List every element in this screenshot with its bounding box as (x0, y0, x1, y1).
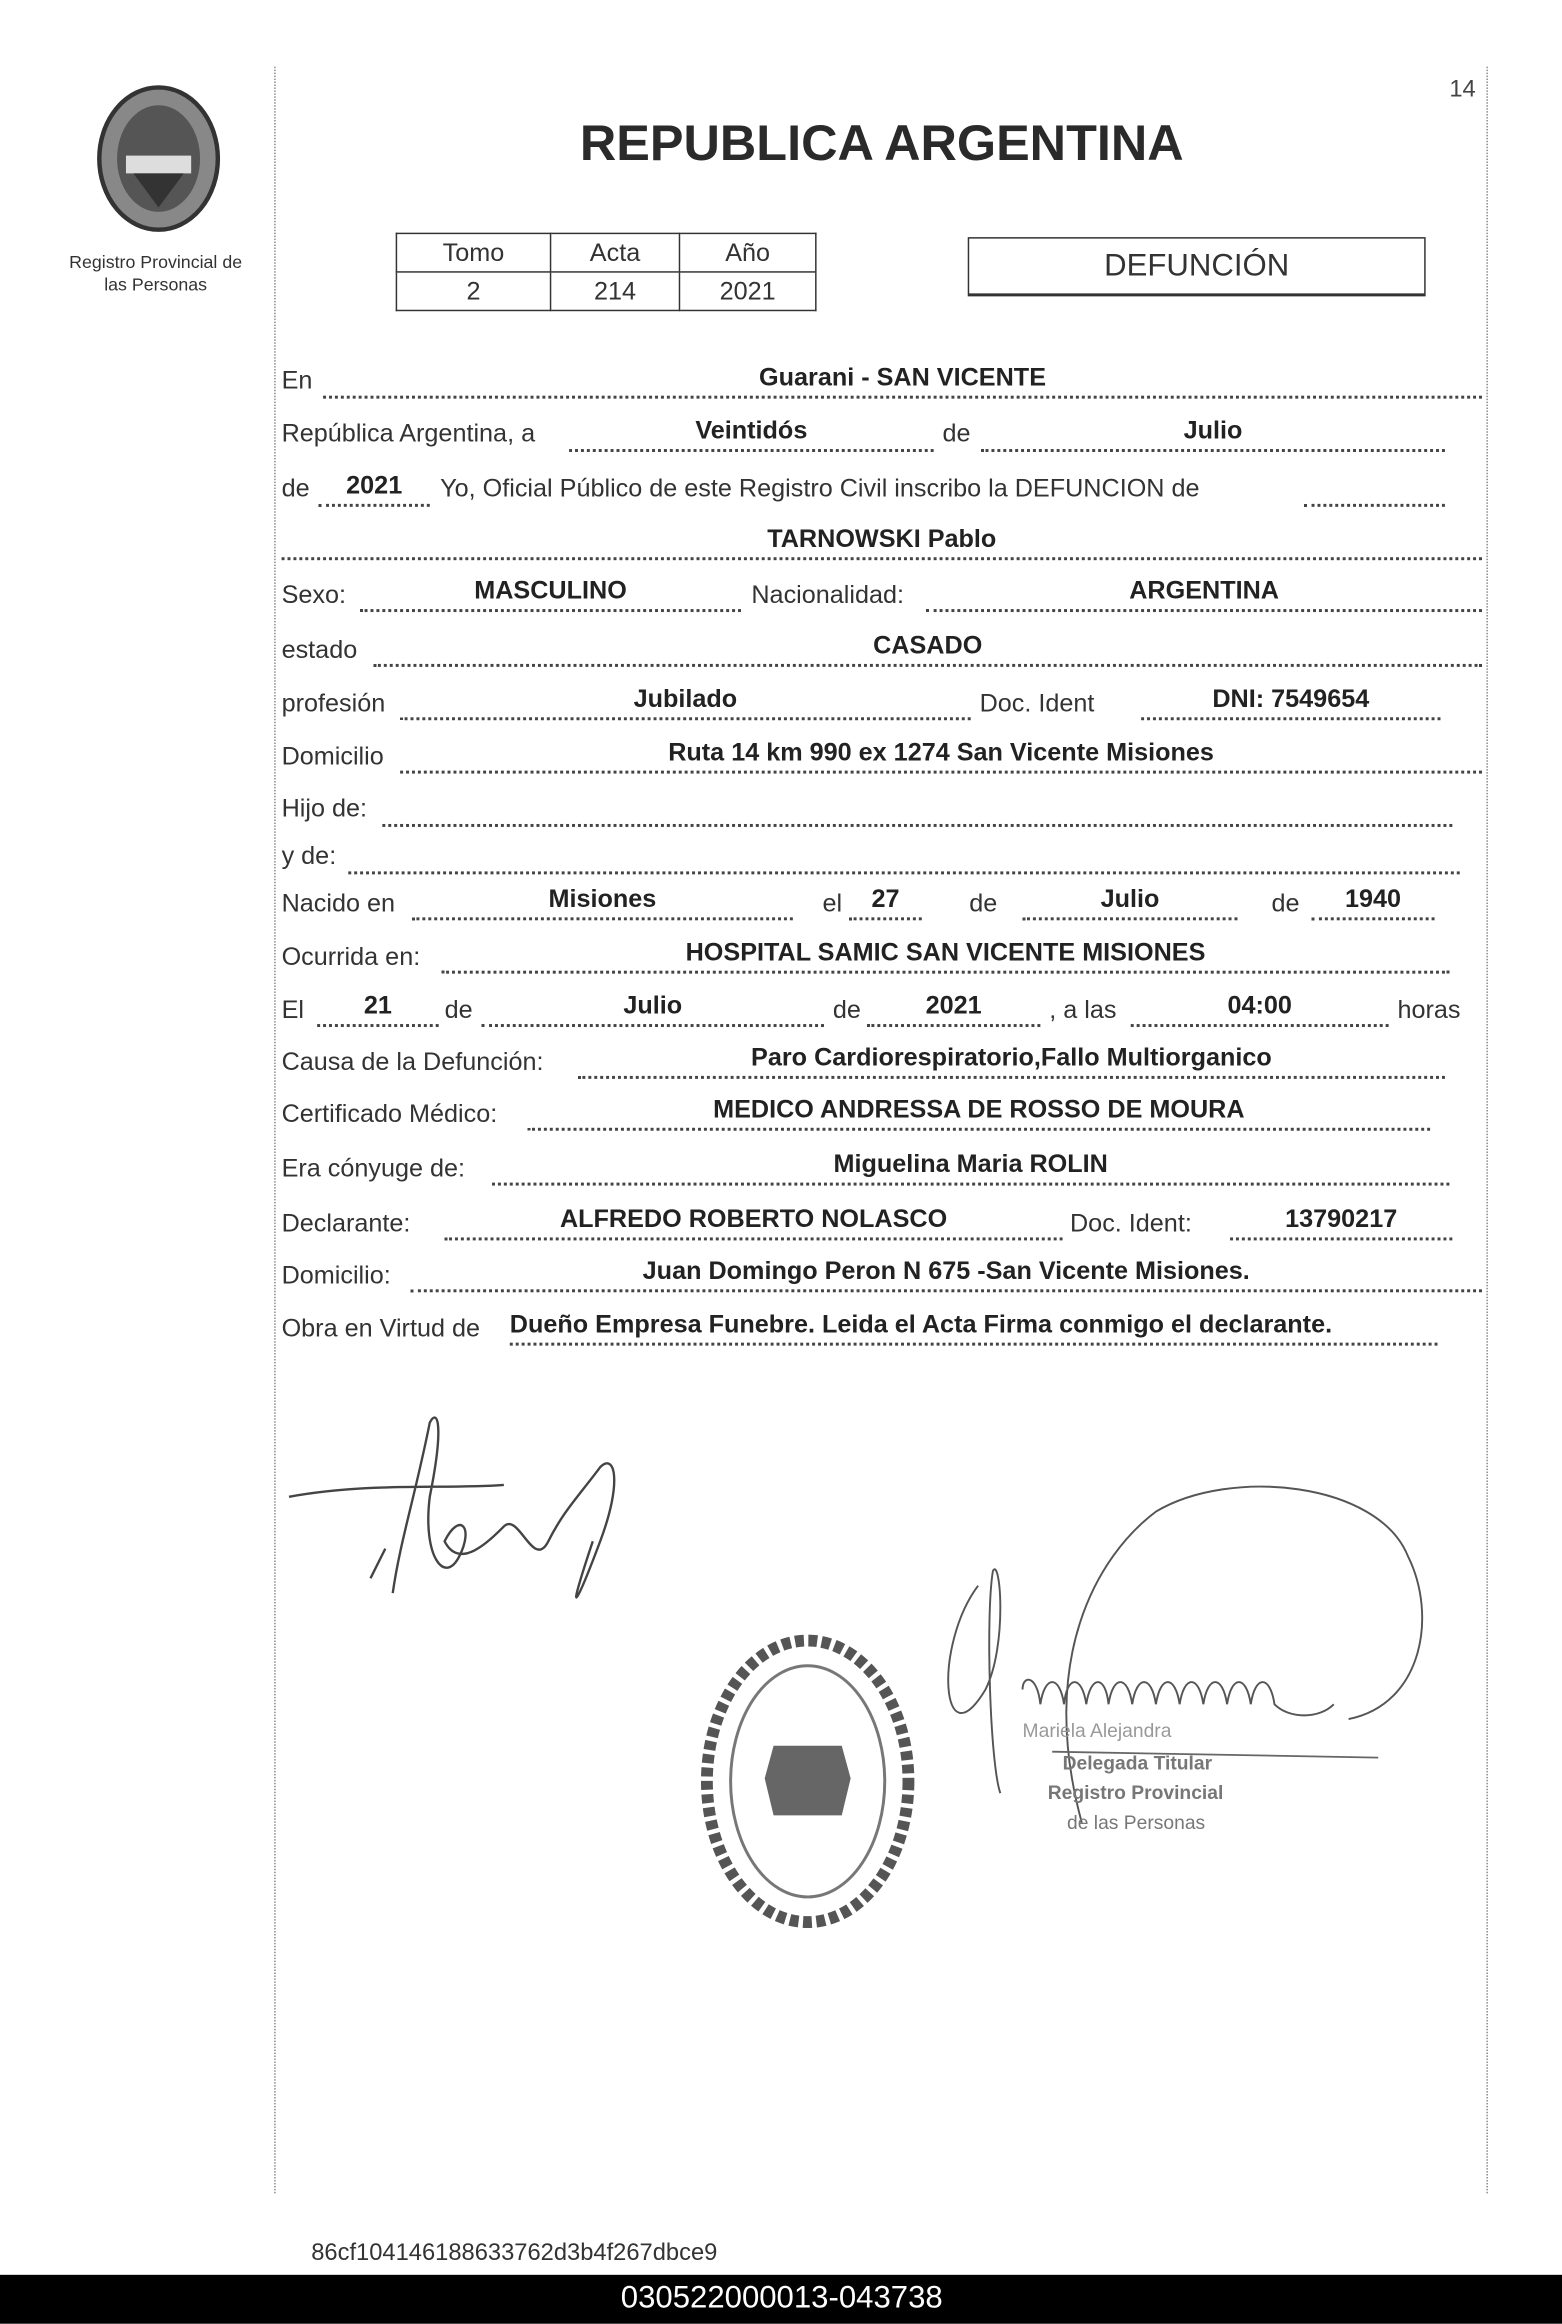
label-en: En (281, 366, 313, 395)
official-name: Mariela Alejandra (1022, 1719, 1172, 1742)
field-death-month: Julio (482, 991, 824, 1027)
field-day-words: Veintidós (569, 416, 934, 452)
field-domicilio-2: Juan Domingo Peron N 675 -San Vicente Misiones. (411, 1257, 1482, 1293)
declarant-signature (282, 1408, 652, 1645)
field-causa: Paro Cardiorespiratorio,Fallo Multiorganico (578, 1043, 1445, 1079)
value-acta: 214 (551, 272, 680, 311)
field-certificado: MEDICO ANDRESSA DE ROSSO DE MOURA (528, 1095, 1431, 1131)
field-birth-day: 27 (849, 885, 922, 921)
field-year: 2021 (319, 471, 430, 507)
label-profesion: profesión (281, 689, 386, 718)
document-number: 030522000013-043738 (620, 2280, 943, 2315)
label-de: de (1271, 889, 1300, 918)
label-estado: estado (281, 635, 358, 664)
field-birthplace: Misiones (412, 885, 793, 921)
acta-table-value-row (396, 272, 815, 311)
field-death-year: 2021 (867, 991, 1040, 1027)
field-death-time: 04:00 (1131, 991, 1389, 1027)
field-declarante: ALFREDO ROBERTO NOLASCO (445, 1205, 1063, 1241)
right-margin-line (1486, 67, 1487, 2194)
label-hijo-de: Hijo de: (281, 794, 367, 823)
label-domicilio-2: Domicilio: (281, 1261, 391, 1290)
inscribe-text: Yo, Oficial Público de este Registro Civil inscribo la DEFUNCION de (440, 474, 1200, 503)
field-birth-month: Julio (1023, 885, 1238, 921)
field-doc-ident-2: 13790217 (1230, 1205, 1452, 1241)
label-doc-ident-2: Doc. Ident: (1069, 1209, 1192, 1238)
field-obra-en-virtud: Dueño Empresa Funebre. Leida el Acta Firma conmigo el declarante. (510, 1310, 1438, 1346)
label-a-las: , a las (1049, 995, 1117, 1025)
label-doc-ident: Doc. Ident (979, 689, 1095, 718)
label-sexo: Sexo: (281, 580, 347, 610)
province-seal-logo (89, 82, 230, 238)
label-certificado: Certificado Médico: (281, 1099, 498, 1128)
label-causa: Causa de la Defunción: (281, 1047, 544, 1076)
label-nacionalidad: Nacionalidad: (751, 580, 905, 610)
field-doc-ident: DNI: 7549654 (1141, 685, 1440, 721)
field-hijo-de (382, 791, 1452, 827)
header-acta: Acta (551, 233, 680, 272)
label-nacido-en: Nacido en (281, 889, 396, 918)
field-month: Julio (981, 416, 1445, 452)
official-org-line-2: de las Personas (1067, 1810, 1206, 1834)
field-deceased-name: TARNOWSKI Pablo (282, 525, 1482, 561)
label-de: de (942, 419, 971, 448)
field-death-day: 21 (317, 991, 439, 1027)
registry-line-2: las Personas (104, 274, 208, 295)
official-title: Delegada Titular (1062, 1751, 1213, 1774)
label-obra-en-virtud: Obra en Virtud de (281, 1314, 480, 1343)
label-horas: horas (1397, 995, 1461, 1025)
footer-bar (0, 2275, 1562, 2324)
label-domicilio: Domicilio (281, 742, 384, 771)
field-profesion: Jubilado (400, 685, 971, 721)
label-de: de (832, 995, 861, 1025)
field-nacionalidad: ARGENTINA (926, 576, 1482, 612)
label-de: de (281, 474, 310, 503)
left-margin-line (274, 67, 275, 2194)
value-ano: 2021 (679, 272, 815, 311)
label-conyuge: Era cónyuge de: (281, 1154, 466, 1183)
label-el: el (822, 889, 843, 918)
label-y-de: y de: (281, 841, 337, 870)
label-de: de (969, 889, 998, 918)
label-republica: República Argentina, a (281, 419, 536, 448)
field-place: Guarani - SAN VICENTE (323, 363, 1482, 399)
document-hash: 86cf104146188633762d3b4f267dbce9 (311, 2240, 718, 2266)
header-ano: Año (679, 233, 815, 272)
header-tomo: Tomo (396, 233, 550, 272)
value-tomo: 2 (396, 272, 550, 311)
label-ocurrida-en: Ocurrida en: (281, 942, 421, 971)
label-de: de (444, 995, 473, 1025)
acta-table-header-row (396, 233, 815, 272)
registry-name (44, 252, 266, 296)
field-sexo: MASCULINO (360, 576, 741, 612)
field-blank (1304, 471, 1445, 507)
acta-table (396, 233, 817, 312)
record-type-box: DEFUNCIÓN (968, 237, 1426, 296)
field-conyuge: Miguelina Maria ROLIN (492, 1150, 1449, 1186)
field-y-de (348, 839, 1459, 875)
page-number: 14 (1449, 77, 1476, 103)
field-death-place: HOSPITAL SAMIC SAN VICENTE MISIONES (442, 938, 1450, 974)
field-birth-year: 1940 (1312, 885, 1435, 921)
official-stamp (697, 1630, 919, 1934)
label-declarante: Declarante: (281, 1209, 411, 1238)
label-el: El (281, 995, 304, 1025)
field-domicilio: Ruta 14 km 990 ex 1274 San Vicente Misiones (400, 738, 1482, 774)
official-org-line-1: Registro Provincial (1047, 1781, 1224, 1804)
field-estado: CASADO (373, 631, 1482, 667)
registry-line-1: Registro Provincial de (69, 251, 243, 273)
page-title: REPUBLICA ARGENTINA (579, 115, 1184, 172)
